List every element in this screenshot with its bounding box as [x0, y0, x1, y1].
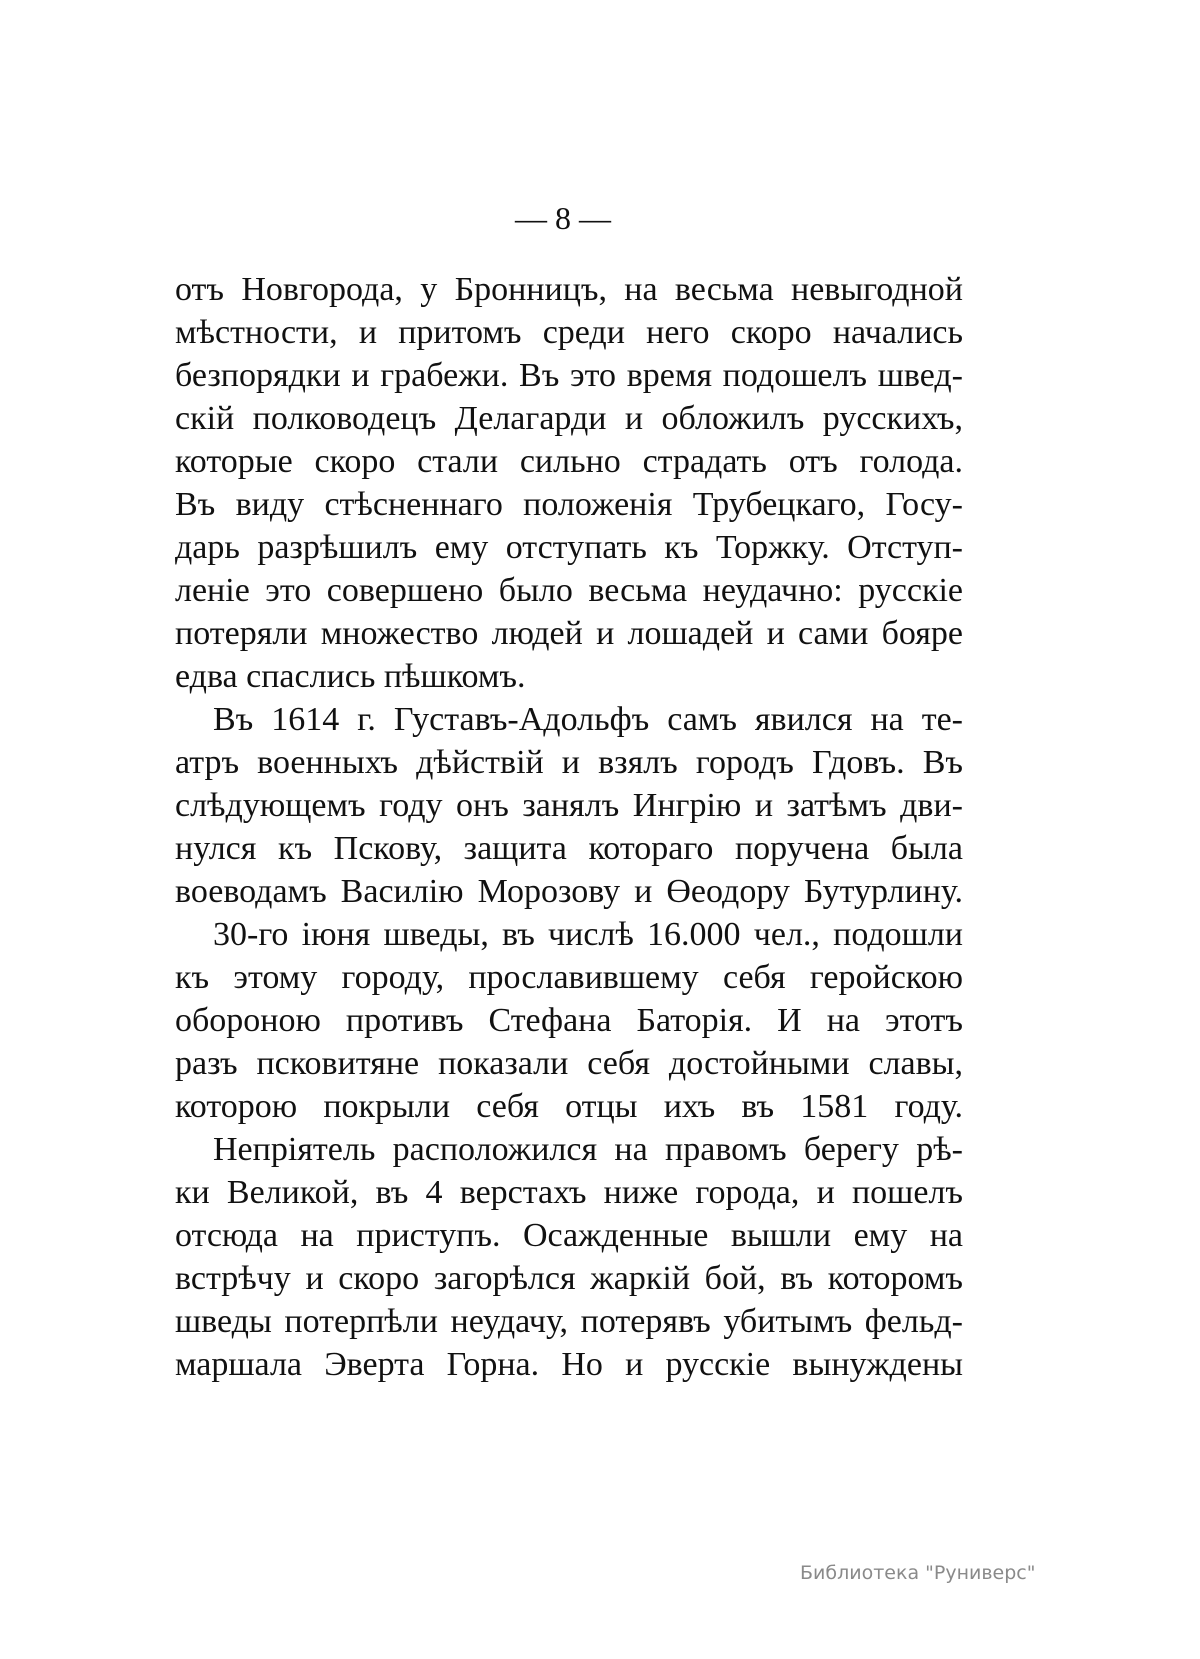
page-number: — 8 —: [515, 200, 611, 236]
text-line: встрѣчу и скоро загорѣлся жаркій бой, въ которомъ: [175, 1260, 963, 1297]
text-line: маршала Эверта Горна. Но и русскіе вынуждены: [175, 1346, 963, 1383]
library-watermark: Библиотека "Руниверс": [800, 1562, 1036, 1584]
text-line: къ этому городу, прославившему себя геройскою: [175, 959, 963, 996]
text-line: ки Великой, въ 4 верстахъ ниже города, и пошелъ: [175, 1174, 963, 1211]
text-line: обороною противъ Стефана Баторія. И на этотъ: [175, 1002, 963, 1039]
text-line: Въ виду стѣсненнаго положенія Трубецкаго, Госу-: [175, 486, 963, 523]
text-line: нулся къ Пскову, защита котораго поручена была: [175, 830, 963, 867]
text-line: слѣдующемъ году онъ занялъ Ингрію и затѣмъ дви-: [175, 787, 963, 824]
text-line: отъ Новгорода, у Бронницъ, на весьма невыгодной: [175, 271, 963, 308]
text-line: атръ военныхъ дѣйствій и взялъ городъ Гдовъ. Въ: [175, 744, 963, 781]
text-line: шведы потерпѣли неудачу, потерявъ убитымъ фельд-: [175, 1303, 963, 1340]
text-line: потеряли множество людей и лошадей и сами бояре: [175, 615, 963, 652]
text-line: Въ 1614 г. Густавъ-Адольфъ самъ явился на те-: [213, 701, 963, 738]
text-line: воеводамъ Василію Морозову и Өеодору Бутурлину.: [175, 873, 963, 910]
text-line: разъ псковитяне показали себя достойными славы,: [175, 1045, 963, 1082]
text-line: мѣстности, и притомъ среди него скоро начались: [175, 314, 963, 351]
text-line: 30-го іюня шведы, въ числѣ 16.000 чел., подошли: [213, 916, 963, 953]
text-line: которые скоро стали сильно страдать отъ голода.: [175, 443, 963, 480]
text-line: скій полководецъ Делагарди и обложилъ русскихъ,: [175, 400, 963, 437]
text-line: которою покрыли себя отцы ихъ въ 1581 году.: [175, 1088, 963, 1125]
text-line: леніе это совершено было весьма неудачно: русскіе: [175, 572, 963, 609]
body-text: [175, 268, 963, 1386]
text-line: безпорядки и грабежи. Въ это время подошелъ швед-: [175, 357, 963, 394]
text-line: дарь разрѣшилъ ему отступать къ Торжку. Отступ-: [175, 529, 963, 566]
text-line: отсюда на приступъ. Осажденные вышли ему на: [175, 1217, 963, 1254]
text-line: Непріятель расположился на правомъ берегу рѣ-: [213, 1131, 963, 1168]
text-line: едва спаслись пѣшкомъ.: [175, 658, 526, 695]
